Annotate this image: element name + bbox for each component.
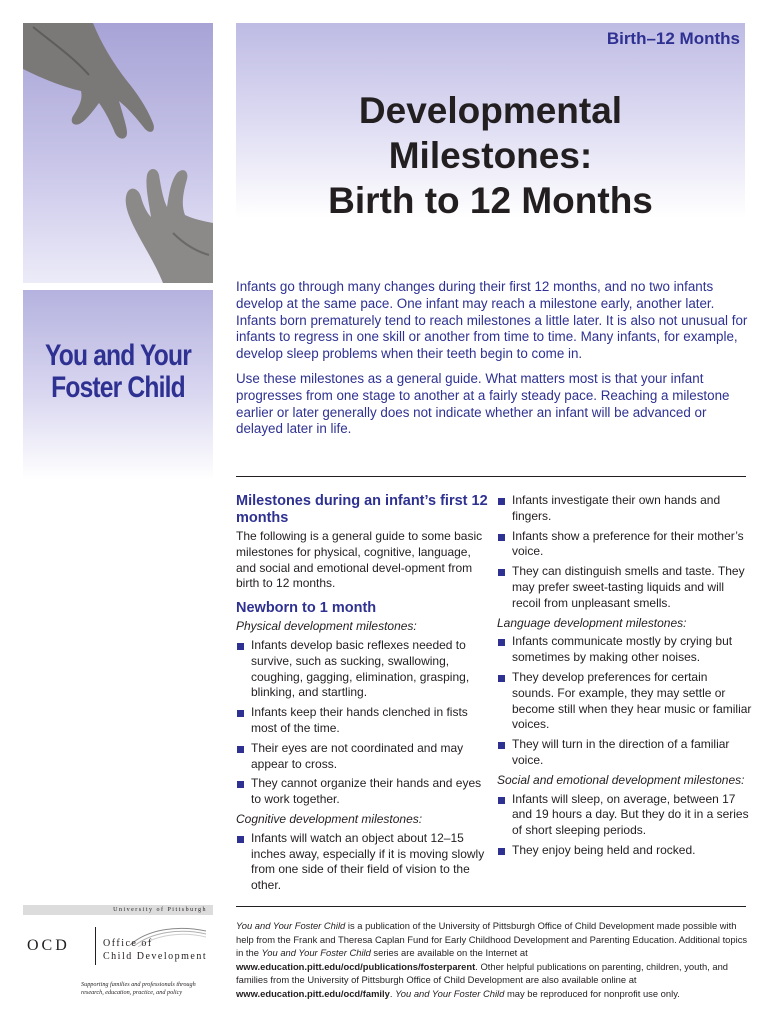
list-item: They cannot organize their hands and eyes to work together. <box>236 776 491 808</box>
newborn-heading: Newborn to 1 month <box>236 600 377 617</box>
section-divider <box>236 476 746 477</box>
language-label: Language development milestones: <box>497 615 687 630</box>
footer-divider <box>236 906 746 907</box>
cognitive-list-continued <box>497 493 752 612</box>
cognitive-list <box>236 831 491 894</box>
physical-list <box>236 638 491 808</box>
footer-text: series are available on the Internet at <box>370 947 528 959</box>
list-item: Their eyes are not coordinated and may appear to cross. <box>236 741 491 773</box>
list-item: Infants will watch an object about 12–15 inches away, especially if it is moving slowly from one side of their field of vision to the other. <box>236 831 491 894</box>
age-range-label: Birth–12 Months <box>606 29 740 48</box>
cognitive-label: Cognitive development milestones: <box>236 811 423 826</box>
page-title <box>236 88 745 223</box>
language-list <box>497 634 752 768</box>
list-item: Infants show a preference for their mother’s voice. <box>497 529 752 561</box>
social-list <box>497 792 752 859</box>
social-label: Social and emotional development milestones: <box>497 772 745 787</box>
family-link[interactable]: www.education.pitt.edu/ocd/family <box>236 987 390 999</box>
series-title-line: Foster Child <box>51 371 185 404</box>
right-column <box>497 493 752 863</box>
series-title-line: You and Your <box>45 339 191 372</box>
footer-credits <box>236 919 748 1001</box>
ocd-logo <box>23 905 213 1005</box>
list-item: Infants develop basic reflexes needed to survive, such as sucking, swallowing, coughing, gagging, elimination, grasping, blinking, and startling. <box>236 638 491 701</box>
intro-section <box>236 279 748 446</box>
ocd-tagline: Supporting families and professionals through research, education, practice, and policy <box>81 981 196 996</box>
list-item: They will turn in the direction of a familiar voice. <box>497 737 752 769</box>
office-name-line: Child Development <box>103 951 208 962</box>
header-banner <box>236 23 745 221</box>
hands-photo <box>23 23 213 283</box>
series-name: You and Your Foster Child <box>236 920 346 931</box>
office-name-line: Office of <box>103 938 153 949</box>
series-panel <box>23 290 213 480</box>
series-name: You and Your Foster Child <box>395 987 505 999</box>
list-item: Infants investigate their own hands and fingers. <box>497 493 752 525</box>
page-title-line: Birth to 12 Months <box>328 180 653 221</box>
hands-illustration <box>23 23 213 283</box>
office-name <box>103 937 207 963</box>
university-bar: University of Pittsburgh <box>23 905 213 915</box>
page-title-line: Developmental <box>358 90 623 131</box>
ocd-acronym: OCD <box>27 937 70 954</box>
list-item: Infants keep their hands clenched in fists most of the time. <box>236 705 491 737</box>
page-title-line: Milestones: <box>388 135 593 176</box>
footer-text: . Other helpful publications on parenting, children, youth, and families from the University of Pittsburgh Office of Child Development are also available online at <box>236 960 729 986</box>
list-item: They develop preferences for certain sounds. For example, they may settle or become still when they hear music or familiar voices. <box>497 670 752 733</box>
list-item: They can distinguish smells and taste. They may prefer sweet-tasting liquids and will recoil from unpleasant smells. <box>497 564 752 611</box>
footer-text: . <box>389 987 396 999</box>
footer-text: may be reproduced for nonprofit use only. <box>504 987 680 999</box>
milestones-intro: The following is a general guide to some basic milestones for physical, cognitive, language, and social and emotional devel-opment from birth to 12 months. <box>236 529 483 591</box>
series-name: You and Your Foster Child <box>261 947 371 959</box>
physical-label: Physical development milestones: <box>236 619 417 634</box>
milestones-heading: Milestones during an infant’s first 12 months <box>236 493 488 526</box>
list-item: Infants will sleep, on average, between 17 and 19 hours a day. But they do it in a series of short sleeping periods. <box>497 792 752 839</box>
series-title <box>40 340 196 404</box>
footer-text: is a publication of the University of Pittsburgh Office of Child Development made possible with help from the Frank and Theresa Caplan Fund for Early Childhood Development and Parenting Education. Additional topics in the <box>236 920 748 959</box>
publications-link[interactable]: www.education.pitt.edu/ocd/publications/fosterparent <box>236 960 476 972</box>
list-item: They enjoy being held and rocked. <box>497 843 752 859</box>
intro-paragraph: Infants go through many changes during their first 12 months, and no two infants develop at the same pace. One infant may reach a milestone early, another later. Infants born prematurely tend to reach milestones a little later. It is also not unusual for infants to regress in one skill or another from time to time. Many infants, for example, develop sleep problems when their teeth begin to come in. <box>236 279 748 362</box>
intro-paragraph: Use these milestones as a general guide. What matters most is that your infant progresses from one stage to another at a fairly steady pace. Reaching a milestone earlier or later generally does not indicate whether an infant will be advanced or delayed later in life. <box>236 370 730 437</box>
left-column <box>236 493 491 898</box>
logo-divider <box>95 927 96 965</box>
list-item: Infants communicate mostly by crying but sometimes by making other noises. <box>497 634 752 666</box>
